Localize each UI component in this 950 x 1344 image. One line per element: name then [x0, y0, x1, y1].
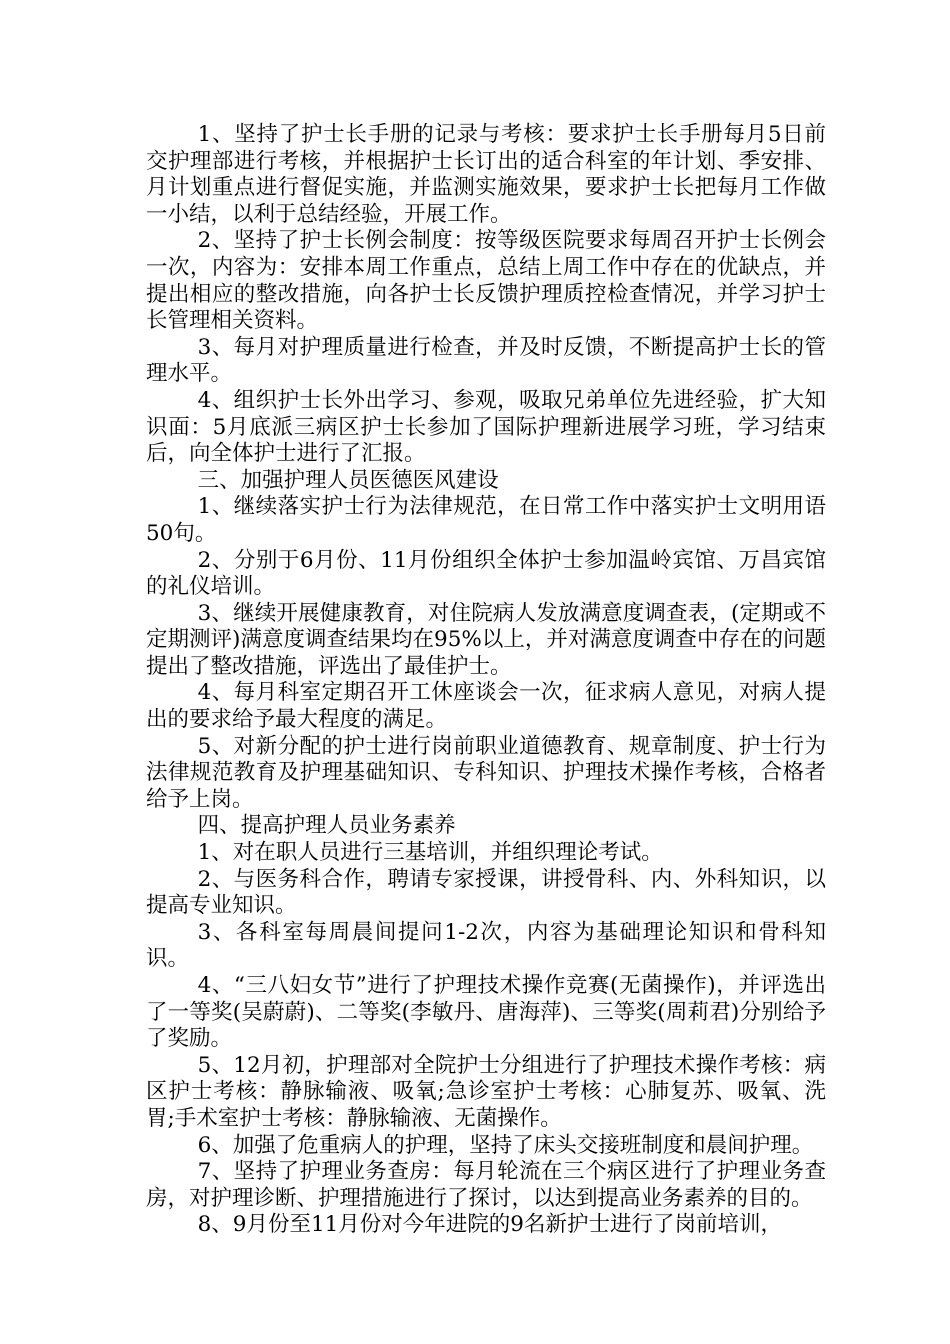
paragraph: 3、继续开展健康教育，对住院病人发放满意度调查表，(定期或不定期测评)满意度调查结果均在95%以上，并对满意度调查中存在的问题提出了整改措施，评选出了最佳护士。 — [146, 600, 826, 679]
paragraph: 8、9月份至11月份对今年进院的9名新护士进行了岗前培训， — [197, 1212, 782, 1238]
paragraph: 3、各科室每周晨间提问1-2次，内容为基础理论知识和骨科知识。 — [146, 919, 826, 972]
paragraph: 1、继续落实护士行为法律规范，在日常工作中落实护士文明用语50句。 — [146, 494, 826, 546]
section-heading: 四、提高护理人员业务素养 — [197, 813, 456, 839]
paragraph: 4、组织护士长外出学习、参观，吸取兄弟单位先进经验，扩大知识面：5月底派三病区护士长参加了国际护理新进展学习班，学习结束后，向全体护士进行了汇报。 — [146, 387, 826, 467]
section-heading: 三、加强护理人员医德医风建设 — [197, 467, 499, 493]
paragraph: 1、对在职人员进行三基培训，并组织理论考试。 — [197, 840, 663, 866]
paragraph: 7、坚持了护理业务查房：每月轮流在三个病区进行了护理业务查房，对护理诊断、护理措施进行了探讨，以达到提高业务素养的目的。 — [146, 1159, 826, 1211]
document-page — [146, 122, 826, 1239]
paragraph: 4、每月科室定期召开工休座谈会一次，征求病人意见，对病人提出的要求给予最大程度的满足。 — [146, 680, 826, 733]
paragraph: 4、“三八妇女节”进行了护理技术操作竞赛(无菌操作)，并评选出了一等奖(吴蔚蔚)、二等奖(李敏丹、唐海萍)、三等奖(周莉君)分别给予了奖励。 — [146, 973, 826, 1052]
paragraph: 2、分别于6月份、11月份组织全体护士参加温岭宾馆、万昌宾馆的礼仪培训。 — [146, 547, 826, 600]
paragraph: 2、坚持了护士长例会制度：按等级医院要求每周召开护士长例会一次，内容为：安排本周工作重点，总结上周工作中存在的优缺点，并提出相应的整改措施，向各护士长反馈护理质控检查情况，并学习护士长管理相关资料。 — [146, 228, 826, 334]
paragraph: 5、对新分配的护士进行岗前职业道德教育、规章制度、护士行为法律规范教育及护理基础知识、专科知识、护理技术操作考核，合格者给予上岗。 — [146, 733, 826, 812]
paragraph: 3、每月对护理质量进行检查，并及时反馈，不断提高护士长的管理水平。 — [146, 334, 826, 387]
paragraph: 6、加强了危重病人的护理，坚持了床头交接班制度和晨间护理。 — [197, 1132, 814, 1158]
paragraph: 5、12月初，护理部对全院护士分组进行了护理技术操作考核：病区护士考核：静脉输液、吸氧;急诊室护士考核：心肺复苏、吸氧、洗胃;手术室护士考核：静脉输液、无菌操作。 — [146, 1052, 826, 1131]
paragraph: 2、与医务科合作，聘请专家授课，讲授骨科、内、外科知识，以提高专业知识。 — [146, 866, 826, 919]
paragraph: 1、坚持了护士长手册的记录与考核：要求护士长手册每月5日前交护理部进行考核，并根据护士长订出的适合科室的年计划、季安排、月计划重点进行督促实施，并监测实施效果，要求护士长把每月工作做一小结，以利于总结经验，开展工作。 — [146, 122, 826, 227]
